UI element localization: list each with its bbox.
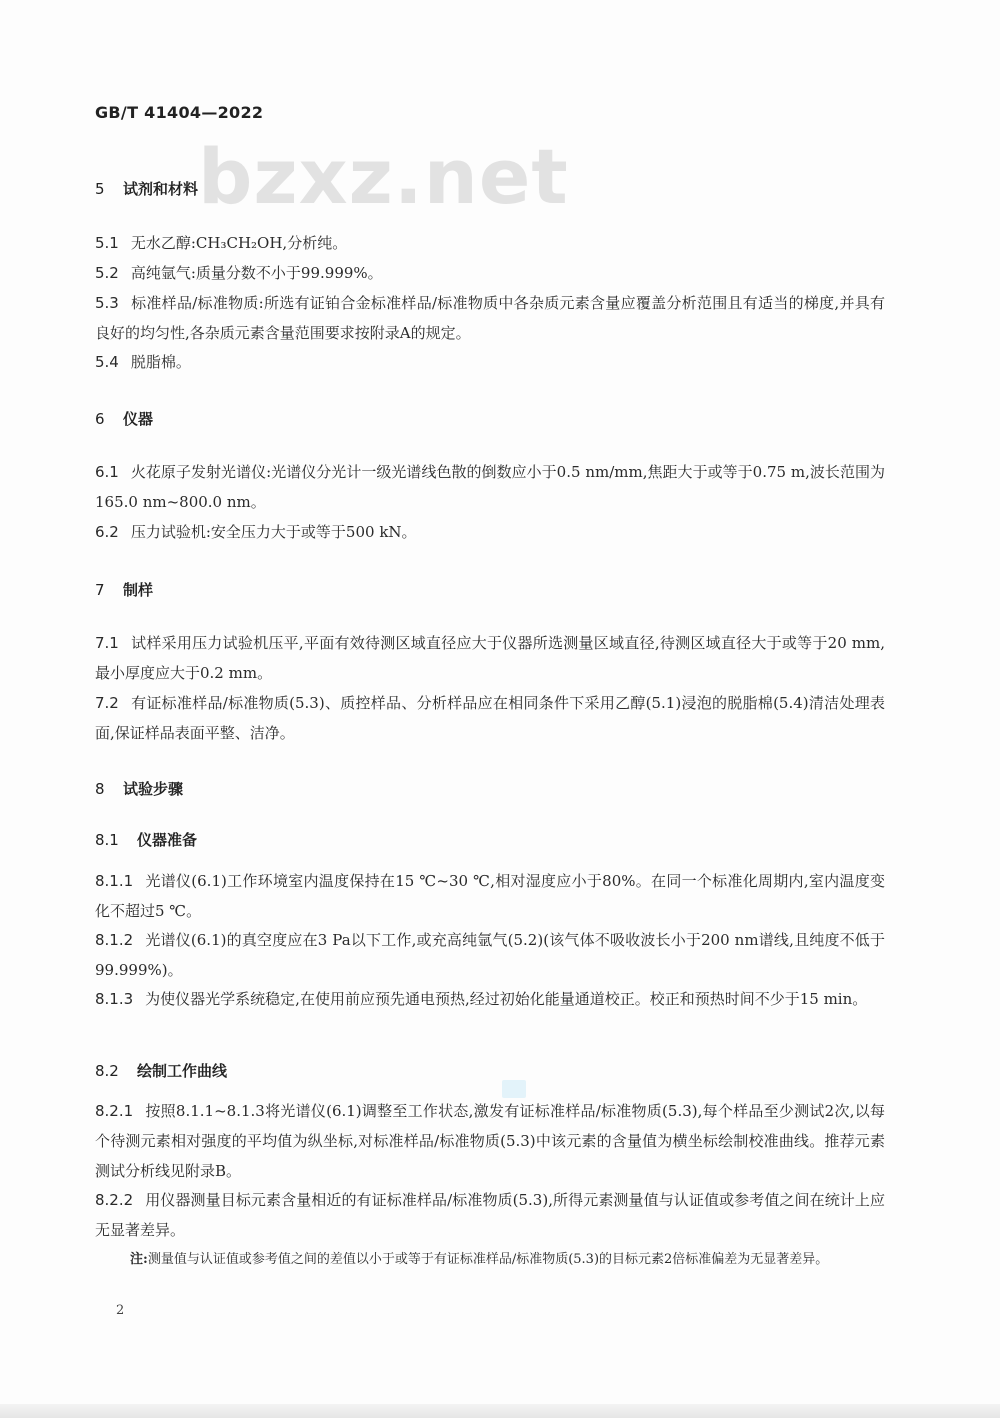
subsection-8-2-heading	[95, 1060, 227, 1081]
subsection-title: 绘制工作曲线	[137, 1062, 228, 1080]
clause-text: 光谱仪(6.1)工作环境室内温度保持在15 ℃~30 ℃,相对湿度应小于80%。在同一个标准化周期内,室内温度变化不超过5 ℃。	[95, 872, 885, 920]
section-6-heading	[95, 408, 153, 429]
section-title: 制样	[123, 581, 154, 599]
clause-5-4	[95, 347, 885, 377]
clause-number: 5.4	[95, 353, 119, 371]
clause-8-1-2	[95, 925, 885, 985]
clause-number: 7.1	[95, 634, 119, 652]
section-number: 8	[95, 780, 105, 798]
clause-text: 火花原子发射光谱仪:光谱仪分光计一级光谱线色散的倒数应小于0.5 nm/mm,焦距大于或等于0.75 m,波长范围为165.0 nm~800.0 nm。	[95, 463, 885, 511]
clause-number: 5.3	[95, 294, 119, 312]
clause-text: 按照8.1.1~8.1.3将光谱仪(6.1)调整至工作状态,激发有证标准样品/标准物质(5.3),每个样品至少测试2次,以每个待测元素相对强度的平均值为纵坐标,对标准样品/标准物质(5.3)中该元素的含量值为横坐标绘制校准曲线。推荐元素测试分析线见附录B。	[95, 1102, 885, 1180]
clause-text: 试样采用压力试验机压平,平面有效待测区域直径应大于仪器所选测量区域直径,待测区域直径大于或等于20 mm,最小厚度应大于0.2 mm。	[95, 634, 885, 682]
clause-text: 有证标准样品/标准物质(5.3)、质控样品、分析样品应在相同条件下采用乙醇(5.1)浸泡的脱脂棉(5.4)清洁处理表面,保证样品表面平整、洁净。	[95, 694, 885, 742]
section-7-heading	[95, 579, 153, 600]
clause-8-1-1	[95, 866, 885, 926]
clause-6-1	[95, 457, 885, 517]
clause-7-2	[95, 688, 885, 748]
subsection-title: 仪器准备	[137, 831, 198, 849]
clause-number: 5.1	[95, 234, 119, 252]
clause-number: 7.2	[95, 694, 119, 712]
section-number: 6	[95, 410, 105, 428]
section-title: 仪器	[123, 410, 154, 428]
page-number: 2	[116, 1303, 125, 1318]
clause-text: 压力试验机:安全压力大于或等于500 kN。	[130, 523, 417, 541]
clause-text: 标准样品/标准物质:所选有证铂合金标准样品/标准物质中各杂质元素含量应覆盖分析范围且有适当的梯度,并具有良好的均匀性,各杂质元素含量范围要求按附录A的规定。	[95, 294, 885, 342]
clause-number: 6.1	[95, 463, 119, 481]
clause-7-1	[95, 628, 885, 688]
section-title: 试剂和材料	[123, 180, 199, 198]
clause-5-2	[95, 258, 885, 288]
clause-number: 8.1.1	[95, 872, 134, 890]
note-text: 测量值与认证值或参考值之间的差值以小于或等于有证标准样品/标准物质(5.3)的目标元素2倍标准偏差为无显著差异。	[147, 1252, 829, 1267]
note-label: 注:	[130, 1252, 148, 1267]
section-8-heading	[95, 778, 183, 799]
clause-8-2-1	[95, 1096, 885, 1186]
section-5-heading	[95, 178, 198, 199]
clause-number: 8.1.2	[95, 931, 134, 949]
clause-number: 8.2.2	[95, 1191, 134, 1209]
section-number: 7	[95, 581, 105, 599]
clause-6-2	[95, 517, 885, 547]
clause-8-2-2	[95, 1185, 885, 1245]
clause-8-1-3	[95, 984, 885, 1014]
section-title: 试验步骤	[123, 780, 184, 798]
subsection-number: 8.2	[95, 1062, 119, 1080]
standard-code: GB/T 41404—2022	[95, 103, 264, 122]
clause-5-3	[95, 288, 885, 348]
subsection-8-1-heading	[95, 829, 197, 850]
page-bottom-edge	[0, 1404, 1000, 1418]
clause-text: 无水乙醇:CH₃CH₂OH,分析纯。	[130, 234, 348, 252]
note	[130, 1246, 885, 1274]
clause-text: 光谱仪(6.1)的真空度应在3 Pa以下工作,或充高纯氩气(5.2)(该气体不吸收波长小于200 nm谱线,且纯度不低于99.999%)。	[95, 931, 885, 979]
clause-text: 为使仪器光学系统稳定,在使用前应预先通电预热,经过初始化能量通道校正。校正和预热时间不少于15 min。	[145, 990, 868, 1008]
clause-number: 8.2.1	[95, 1102, 134, 1120]
clause-text: 用仪器测量目标元素含量相近的有证标准样品/标准物质(5.3),所得元素测量值与认证值或参考值之间在统计上应无显著差异。	[95, 1191, 885, 1239]
clause-text: 脱脂棉。	[130, 353, 191, 371]
watermark: bzxz.net	[198, 132, 569, 221]
clause-number: 8.1.3	[95, 990, 134, 1008]
subsection-number: 8.1	[95, 831, 119, 849]
section-number: 5	[95, 180, 105, 198]
clause-number: 6.2	[95, 523, 119, 541]
clause-5-1	[95, 228, 885, 258]
clause-text: 高纯氩气:质量分数不小于99.999%。	[130, 264, 383, 282]
clause-number: 5.2	[95, 264, 119, 282]
